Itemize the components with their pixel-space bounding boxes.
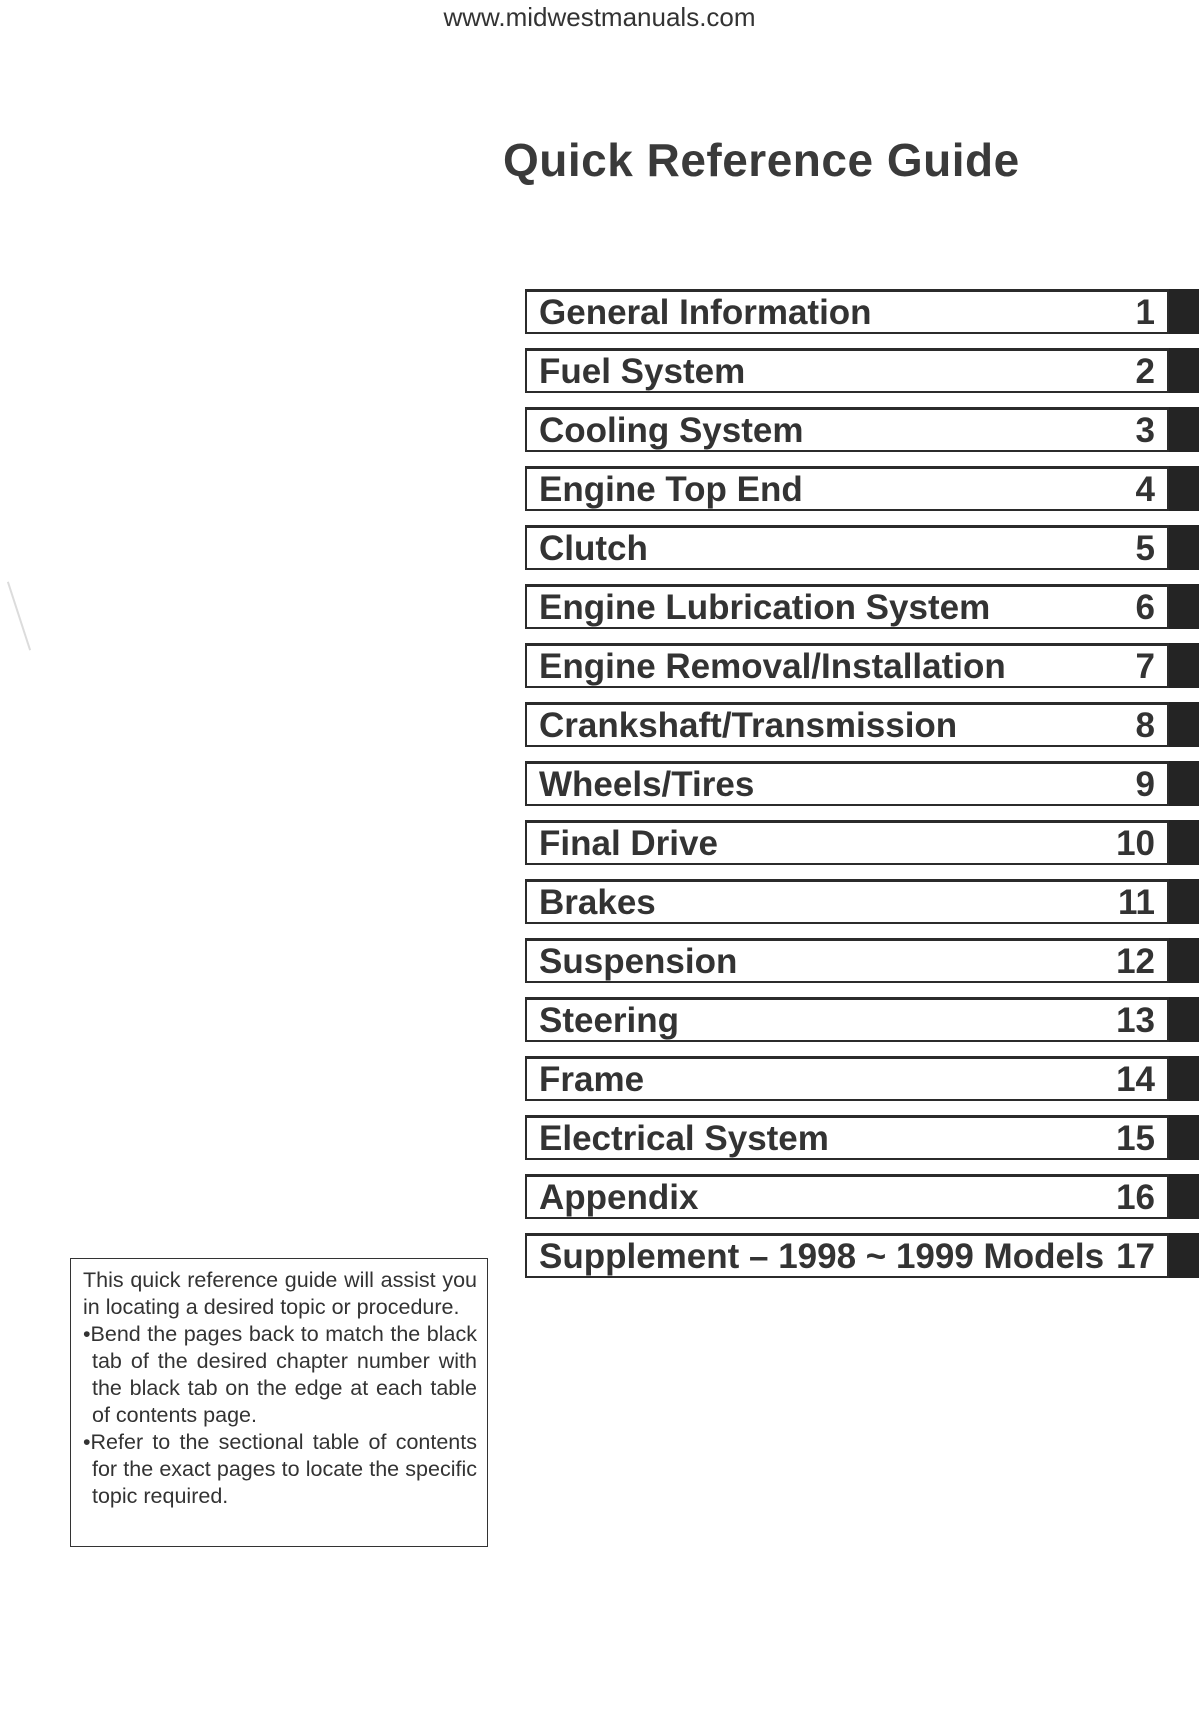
chapter-box (525, 1174, 1169, 1219)
chapter-number: 1 (1135, 293, 1155, 332)
chapter-box (525, 525, 1169, 570)
chapter-row-clutch[interactable] (525, 525, 1199, 569)
chapter-row-appendix[interactable] (525, 1174, 1199, 1218)
chapter-number: 9 (1135, 765, 1155, 804)
chapter-box (525, 466, 1169, 511)
chapter-tab (1169, 348, 1199, 393)
chapter-number: 16 (1116, 1178, 1155, 1217)
chapter-box (525, 348, 1169, 393)
chapter-tab (1169, 1233, 1199, 1278)
chapter-number: 10 (1116, 824, 1155, 863)
chapter-number: 3 (1135, 411, 1155, 450)
chapter-label: Clutch (539, 529, 648, 568)
instructions-box (70, 1258, 488, 1547)
chapter-row-electrical-system[interactable] (525, 1115, 1199, 1159)
chapter-row-engine-top-end[interactable] (525, 466, 1199, 510)
chapter-tab (1169, 525, 1199, 570)
chapter-tab (1169, 407, 1199, 452)
chapter-row-frame[interactable] (525, 1056, 1199, 1100)
chapter-label: Wheels/Tires (539, 765, 755, 804)
instructions-intro: This quick reference guide will assist you in locating a desired topic or procedure. (83, 1268, 477, 1319)
chapter-row-steering[interactable] (525, 997, 1199, 1041)
page-title: Quick Reference Guide (503, 134, 1020, 186)
chapter-tab (1169, 761, 1199, 806)
chapter-row-general-information[interactable] (525, 289, 1199, 333)
chapter-box (525, 289, 1169, 334)
chapter-number: 7 (1135, 647, 1155, 686)
chapter-box (525, 643, 1169, 688)
chapter-tab (1169, 1115, 1199, 1160)
chapter-box (525, 702, 1169, 747)
chapter-row-wheels-tires[interactable] (525, 761, 1199, 805)
chapter-number: 14 (1116, 1060, 1155, 1099)
chapter-box (525, 938, 1169, 983)
chapter-label: Steering (539, 1001, 680, 1040)
chapter-index (525, 289, 1199, 1279)
chapter-box (525, 1115, 1169, 1160)
chapter-tab (1169, 1056, 1199, 1101)
chapter-box (525, 820, 1169, 865)
chapter-label: Final Drive (539, 824, 718, 863)
chapter-box (525, 761, 1169, 806)
chapter-box (525, 1233, 1169, 1278)
chapter-row-engine-lubrication-system[interactable] (525, 584, 1199, 628)
chapter-label: Engine Top End (539, 470, 803, 509)
chapter-label: Engine Removal/Installation (539, 647, 1006, 686)
chapter-label: Supplement – 1998 ~ 1999 Models (539, 1237, 1105, 1276)
instructions-bullet-bend-pages: •Bend the pages back to match the black tab of the desired chapter number with the black tab on the edge at each table of contents page. (83, 1322, 477, 1427)
chapter-box (525, 997, 1169, 1042)
chapter-number: 17 (1116, 1237, 1155, 1276)
chapter-tab (1169, 938, 1199, 983)
chapter-tab (1169, 466, 1199, 511)
chapter-number: 6 (1135, 588, 1155, 627)
chapter-box (525, 407, 1169, 452)
chapter-tab (1169, 702, 1199, 747)
chapter-row-cooling-system[interactable] (525, 407, 1199, 451)
chapter-tab (1169, 289, 1199, 334)
chapter-box (525, 584, 1169, 629)
chapter-label: Cooling System (539, 411, 804, 450)
scan-artifact-mark (7, 581, 31, 650)
chapter-label: Electrical System (539, 1119, 829, 1158)
chapter-number: 15 (1116, 1119, 1155, 1158)
chapter-number: 4 (1135, 470, 1155, 509)
chapter-tab (1169, 643, 1199, 688)
chapter-number: 12 (1116, 942, 1155, 981)
chapter-tab (1169, 997, 1199, 1042)
chapter-tab (1169, 879, 1199, 924)
chapter-row-supplement[interactable] (525, 1233, 1199, 1277)
chapter-label: Appendix (539, 1178, 699, 1217)
instructions-bullet-refer-toc: •Refer to the sectional table of contents for the exact pages to locate the specific topic required. (83, 1430, 477, 1508)
chapter-label: Frame (539, 1060, 645, 1099)
chapter-label: Crankshaft/Transmission (539, 706, 958, 745)
chapter-label: Engine Lubrication System (539, 588, 991, 627)
chapter-box (525, 879, 1169, 924)
chapter-number: 13 (1116, 1001, 1155, 1040)
chapter-label: Suspension (539, 942, 738, 981)
chapter-tab (1169, 584, 1199, 629)
chapter-row-suspension[interactable] (525, 938, 1199, 982)
site-url[interactable]: www.midwestmanuals.com (443, 2, 756, 32)
chapter-label: General Information (539, 293, 872, 332)
chapter-number: 2 (1135, 352, 1155, 391)
chapter-row-engine-removal-installation[interactable] (525, 643, 1199, 687)
chapter-label: Fuel System (539, 352, 746, 391)
chapter-row-final-drive[interactable] (525, 820, 1199, 864)
chapter-number: 11 (1118, 883, 1155, 922)
chapter-label: Brakes (539, 883, 656, 922)
chapter-tab (1169, 1174, 1199, 1219)
chapter-row-fuel-system[interactable] (525, 348, 1199, 392)
chapter-row-crankshaft-transmission[interactable] (525, 702, 1199, 746)
chapter-row-brakes[interactable] (525, 879, 1199, 923)
chapter-tab (1169, 820, 1199, 865)
chapter-box (525, 1056, 1169, 1101)
chapter-number: 5 (1135, 529, 1155, 568)
chapter-number: 8 (1135, 706, 1155, 745)
